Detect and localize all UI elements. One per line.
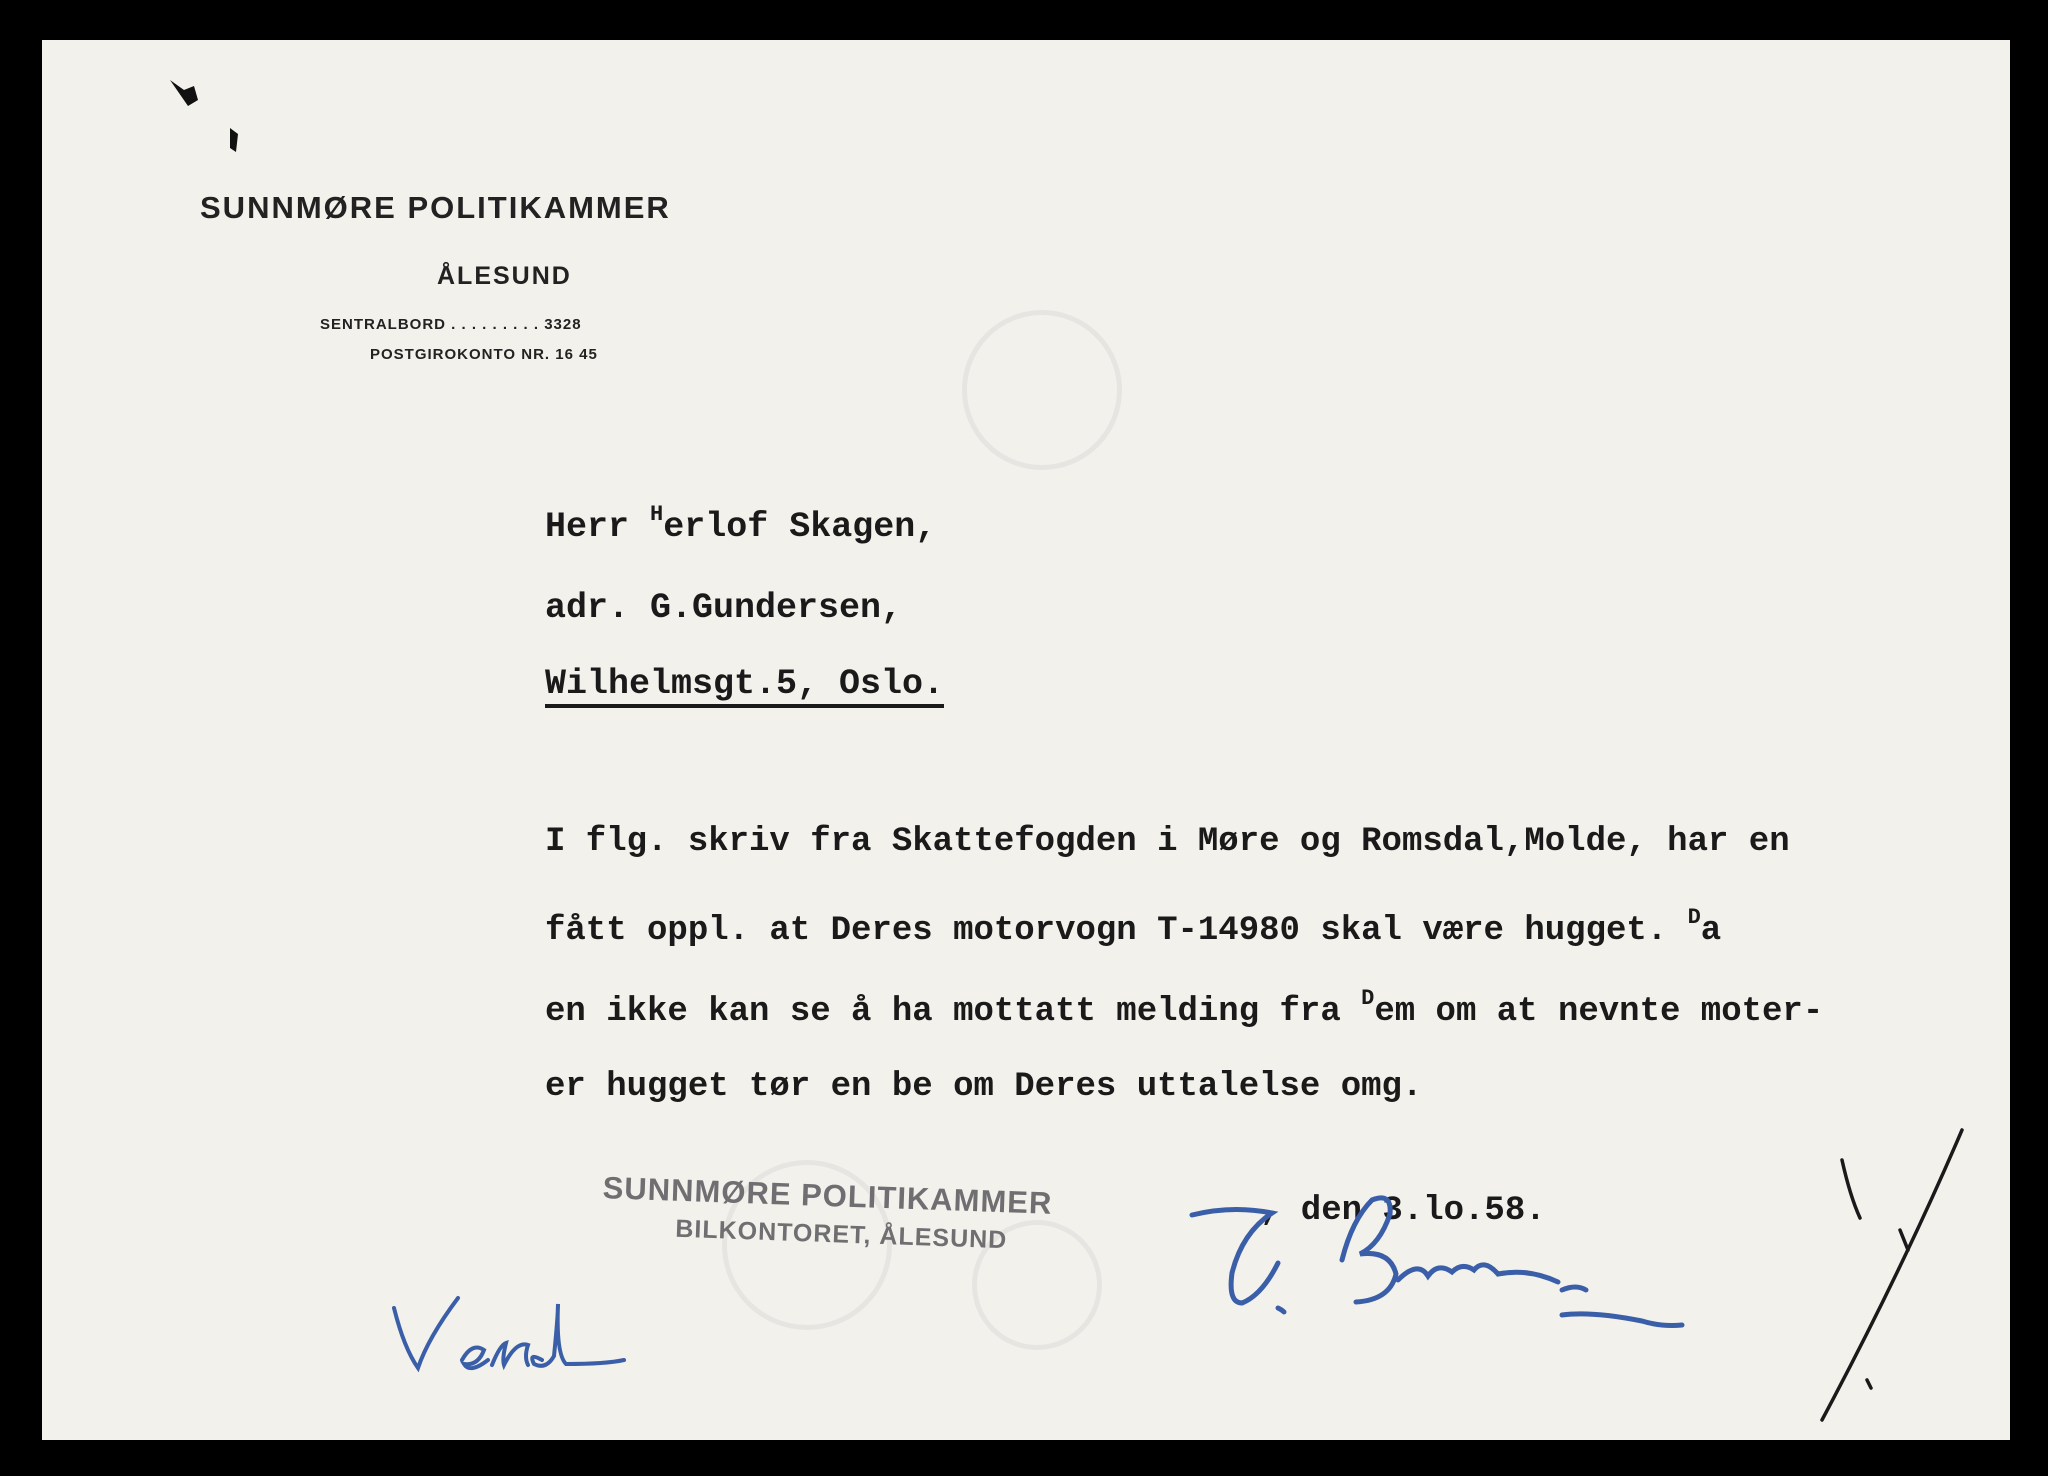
letterhead-organization: SUNNMØRE POLITIKAMMER [200,190,671,225]
body-line-3-text: en ikke kan se å ha mottatt melding fra [545,993,1362,1031]
body-line-3-tail: em om at nevnte moter- [1374,993,1824,1031]
stamp-line-1: SUNNMØRE POLITIKAMMER [602,1170,1053,1221]
recipient-name-rest: erlof Skagen, [663,507,937,547]
body-line-2-text: fått oppl. at Deres motorvogn T-14980 skal være hugget. [545,912,1668,950]
letter-page [42,40,2010,1440]
signature [1192,1198,1682,1326]
giro-label: POSTGIROKONTO NR. [370,346,551,363]
stamp-line-2: BILKONTORET, ÅLESUND [674,1214,1008,1255]
recipient-care-of: adr. G.Gundersen, [545,588,903,628]
recipient-initial-correction: H [650,502,664,527]
punch-mark [170,80,198,106]
switchboard-number: 3328 [544,316,582,333]
pencil-mark [1822,1130,1962,1420]
body-line-3-correction: D [1361,986,1375,1011]
handwriting-layer [42,40,2010,1440]
handwritten-vend [394,1298,624,1368]
giro-number: 16 45 [555,346,598,363]
body-line-4: er hugget tør en be om Deres uttalelse omg. [545,1068,1423,1106]
switchboard-label: SENTRALBORD . . . . . . . . . [320,316,540,333]
recipient-title: Herr [545,507,651,547]
recipient-address: Wilhelmsgt.5, Oslo. [545,664,944,708]
date-line: , den 3.lo.58. [1260,1192,1546,1230]
body-line-2-correction: D [1687,905,1701,930]
punch-mark [230,128,238,152]
body-line-1: I flg. skriv fra Skattefogden i Møre og Romsdal,Molde, har en [545,823,1790,861]
letterhead-city: ÅLESUND [437,262,572,290]
body-line-2-tail: a [1700,912,1722,950]
